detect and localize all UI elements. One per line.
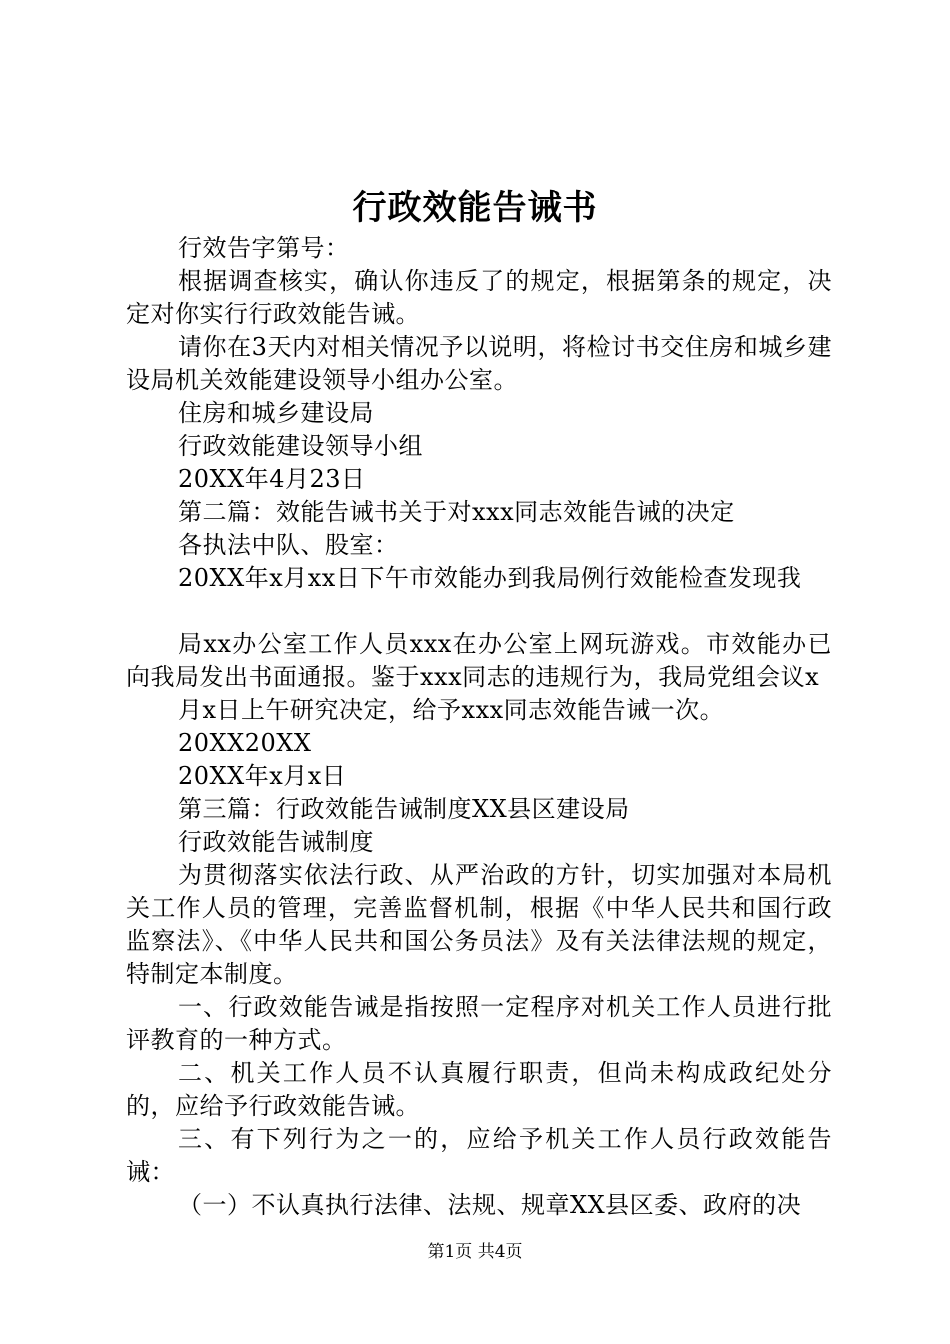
paragraph-gap: [126, 595, 832, 628]
paragraph-20: （一）不认真执行法律、法规、规章XX县区委、政府的决: [178, 1191, 802, 1219]
paragraph-9: 20XX年x月xx日下午市效能办到我局例行效能检查发现我: [178, 564, 802, 592]
paragraph-14: 第三篇：行政效能告诫制度XX县区建设局: [178, 795, 630, 823]
paragraph-6: 20XX年4月23日: [178, 465, 366, 493]
paragraph-4: 住房和城乡建设局: [178, 399, 374, 427]
paragraph-19: 三、有下列行为之一的，应给予机关工作人员行政效能告诫：: [126, 1125, 832, 1186]
paragraph-1: 行效告字第号：: [178, 234, 350, 262]
paragraph-5: 行政效能建设领导小组: [178, 432, 423, 460]
paragraph-13: 20XX年x月x日: [178, 762, 347, 790]
paragraph-17: 一、行政效能告诫是指按照一定程序对机关工作人员进行批评教育的一种方式。: [126, 993, 832, 1054]
page-footer: 第1页 共4页: [427, 1242, 523, 1262]
paragraph-2: 根据调查核实，确认你违反了的规定，根据第条的规定，决定对你实行行政效能告诫。: [126, 267, 832, 328]
paragraph-11: 月x日上午研究决定，给予xxx同志效能告诫一次。: [178, 696, 725, 724]
paragraph-12: 20XX20XX: [178, 729, 312, 757]
paragraph-18: 二、机关工作人员不认真履行职责，但尚未构成政纪处分的，应给予行政效能告诫。: [126, 1059, 832, 1120]
paragraph-7: 第二篇：效能告诫书关于对xxx同志效能告诫的决定: [178, 498, 735, 526]
document-title: 行政效能告诫书: [352, 188, 598, 228]
document-body: [126, 232, 832, 1222]
paragraph-15: 行政效能告诫制度: [178, 828, 374, 856]
paragraph-16: 为贯彻落实依法行政、从严治政的方针，切实加强对本局机关工作人员的管理，完善监督机制，根据《中华人民共和国行政监察法》、《中华人民共和国公务员法》及有关法律法规的规定，特制定本制度。: [126, 861, 832, 988]
paragraph-8: 各执法中队、股室：: [178, 531, 399, 559]
paragraph-3: 请你在3天内对相关情况予以说明，将检讨书交住房和城乡建设局机关效能建设领导小组办公室。: [126, 333, 832, 394]
paragraph-10: 局xx办公室工作人员xxx在办公室上网玩游戏。市效能办已向我局发出书面通报。鉴于xxx同志的违规行为，我局党组会议x: [126, 630, 832, 691]
